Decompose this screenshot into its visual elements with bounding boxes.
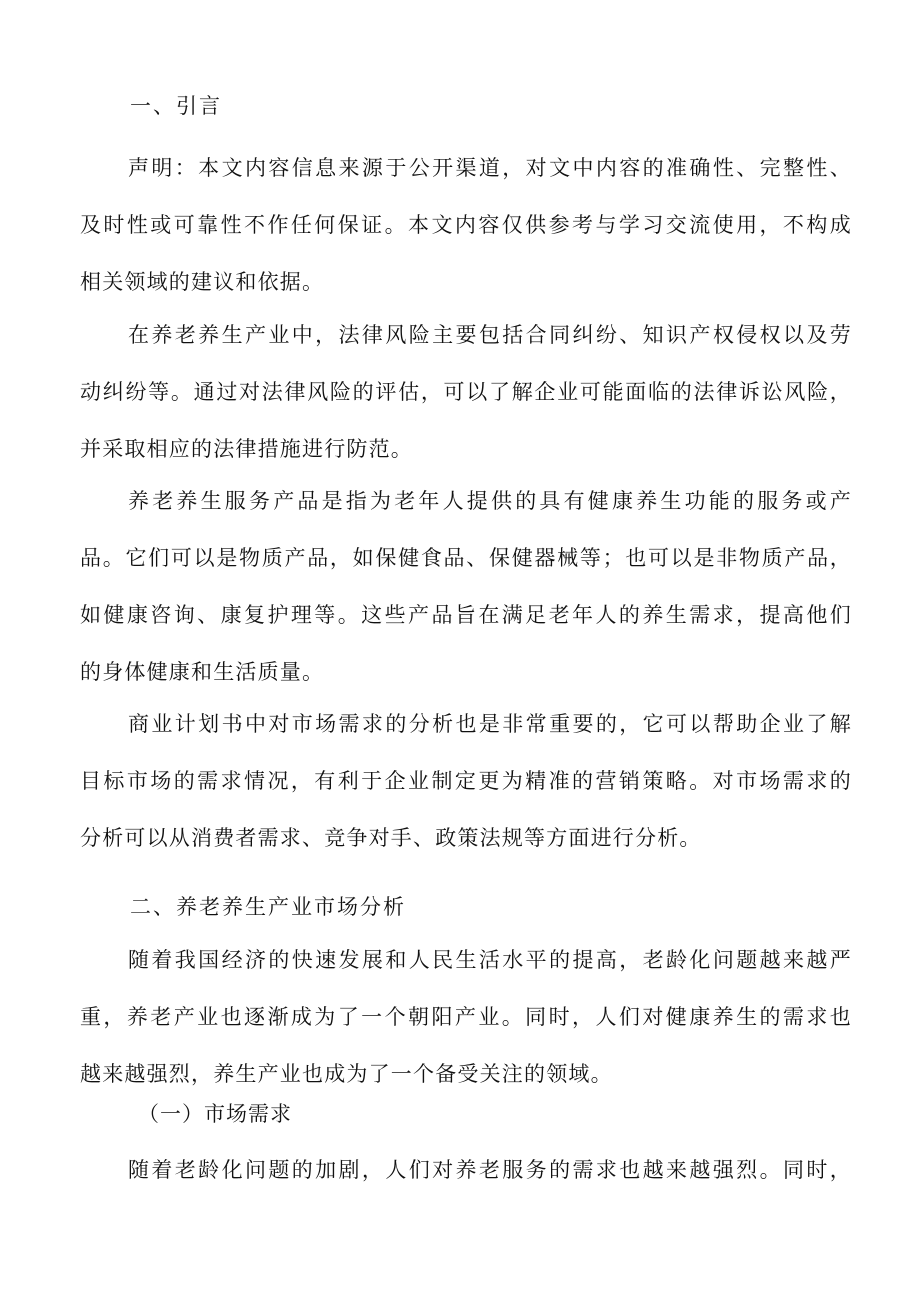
section-heading-market-analysis: 二、养老养生产业市场分析	[130, 895, 406, 919]
paragraph-line: 品。它们可以是物质产品，如保健食品、保健器械等；也可以是非物质产品，	[80, 546, 852, 570]
paragraph-disclaimer	[80, 140, 852, 311]
paragraph-line: 并采取相应的法律措施进行防范。	[80, 437, 413, 461]
paragraph-line: 相关领域的建议和依据。	[80, 270, 325, 294]
paragraph-line: 目标市场的需求情况，有利于企业制定更为精准的营销策略。对市场需求的	[80, 769, 852, 793]
paragraph-line: 商业计划书中对市场需求的分析也是非常重要的，它可以帮助企业了解	[128, 712, 852, 736]
paragraph-line: 的身体健康和生活质量。	[80, 660, 325, 684]
paragraph-line: 随着我国经济的快速发展和人民生活水平的提高，老龄化问题越来越严	[128, 948, 852, 972]
paragraph-line: 越来越强烈，养生产业也成为了一个备受关注的领域。	[80, 1062, 613, 1086]
paragraph-line: 重，养老产业也逐渐成为了一个朝阳产业。同时，人们对健康养生的需求也	[80, 1005, 852, 1029]
paragraph-line: 及时性或可靠性不作任何保证。本文内容仅供参考与学习交流使用，不构成	[80, 213, 852, 237]
paragraph-line: 动纠纷等。通过对法律风险的评估，可以了解企业可能面临的法律诉讼风险，	[80, 380, 852, 404]
paragraph-line: 声明：本文内容信息来源于公开渠道，对文中内容的准确性、完整性、	[128, 156, 852, 180]
paragraph-line: 如健康咨询、康复护理等。这些产品旨在满足老年人的养生需求，提高他们	[80, 603, 852, 627]
paragraph-industry-background	[80, 932, 852, 1103]
paragraph-line: 随着老龄化问题的加剧，人们对养老服务的需求也越来越强烈。同时，	[128, 1158, 852, 1182]
paragraph-line: 在养老养生产业中，法律风险主要包括合同纠纷、知识产权侵权以及劳	[128, 323, 852, 347]
paragraph-line: 养老养生服务产品是指为老年人提供的具有健康养生功能的服务或产	[128, 489, 852, 513]
paragraph-line: 分析可以从消费者需求、竞争对手、政策法规等方面进行分析。	[80, 826, 702, 850]
paragraph-aging-demand	[80, 1142, 852, 1199]
paragraph-legal-risk	[80, 307, 852, 478]
subsection-heading-market-demand: （一）市场需求	[138, 1102, 292, 1126]
paragraph-market-demand-analysis	[80, 696, 852, 867]
section-heading-introduction: 一、引言	[130, 94, 222, 118]
paragraph-service-products	[80, 473, 852, 701]
